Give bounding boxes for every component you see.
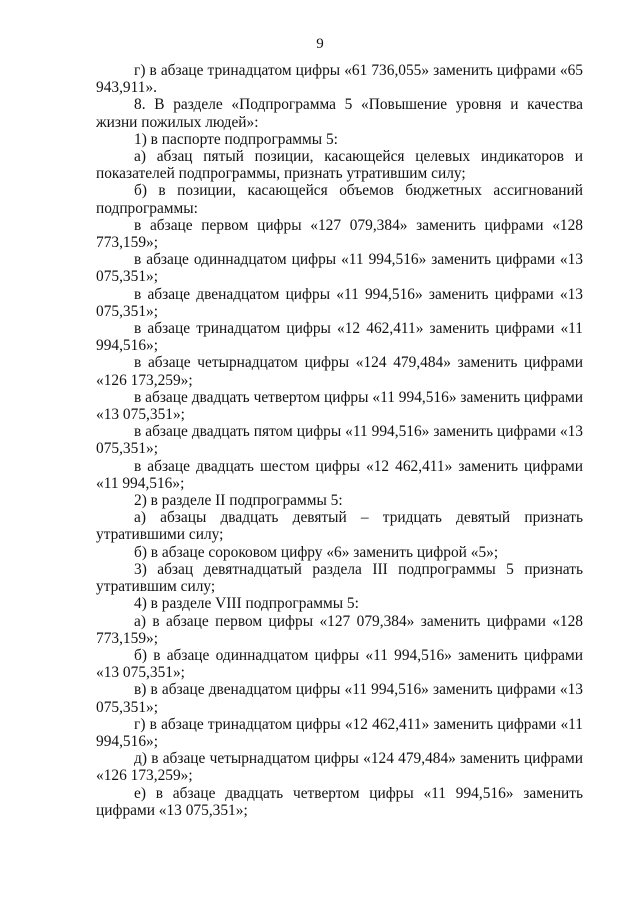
paragraph-section-8-heading: 8. В разделе «Подпрограмма 5 «Повышение уровня и качества жизни пожилых людей»:	[96, 96, 583, 131]
paragraph-abzac-26: в абзаце двадцать шестом цифры «12 462,411» заменить цифрами «11 994,516»;	[96, 457, 583, 492]
paragraph-abzac-13: в абзаце тринадцатом цифры «12 462,411» заменить цифрами «11 994,516»;	[96, 320, 583, 355]
paragraph-item-2-section-ii: 2) в разделе II подпрограммы 5:	[134, 492, 343, 510]
paragraph-abzac-24: в абзаце двадцать четвертом цифры «11 994,516» заменить цифрами «13 075,351»;	[96, 388, 583, 424]
paragraph-abzac-11: в абзаце одиннадцатом цифры «11 994,516» заменить цифрами «13 075,351»;	[96, 251, 583, 286]
paragraph-viii-v-abzac-12: в) в абзаце двенадцатом цифры «11 994,516» заменить цифрами «13 075,351»;	[96, 681, 583, 716]
paragraph-abzac-12: в абзаце двенадцатом цифры «11 994,516» заменить цифрами «13 075,351»;	[96, 285, 583, 320]
paragraph-item-1-passport: 1) в паспорте подпрограммы 5:	[134, 130, 338, 148]
paragraph-viii-d-abzac-14: д) в абзаце четырнадцатом цифры «124 479,484» заменить цифрами «126 173,259»;	[96, 750, 583, 785]
paragraph-item-b-budget: б) в позиции, касающейся объемов бюджетных ассигнований подпрограммы:	[96, 182, 583, 217]
paragraph-abzac-1: в абзаце первом цифры «127 079,384» заменить цифрами «128 773,159»;	[96, 216, 583, 252]
document-body	[96, 62, 583, 819]
paragraph-amendment-g-abzac-13: г) в абзаце тринадцатом цифры «61 736,055» заменить цифрами «65 943,911».	[96, 62, 583, 97]
paragraph-viii-b-abzac-11: б) в абзаце одиннадцатом цифры «11 994,516» заменить цифрами «13 075,351»;	[96, 646, 583, 682]
paragraph-item-3-section-iii: 3) абзац девятнадцатый раздела III подпрограммы 5 признать утратившим силу;	[96, 560, 583, 596]
paragraph-viii-e-abzac-24: е) в абзаце двадцать четвертом цифры «11 994,516» заменить цифрами «13 075,351»;	[96, 784, 583, 819]
page-number: 9	[316, 36, 324, 52]
paragraph-abzac-14: в абзаце четырнадцатом цифры «124 479,484» заменить цифрами «126 173,259»;	[96, 354, 583, 389]
paragraph-item-b-abzac-40: б) в абзаце сороковом цифру «6» заменить цифрой «5»;	[134, 543, 499, 561]
paragraph-item-a-indicators: а) абзац пятый позиции, касающейся целевых индикаторов и показателей подпрограммы, признать утратившим силу;	[96, 148, 583, 183]
paragraph-item-4-section-viii: 4) в разделе VIII подпрограммы 5:	[134, 595, 359, 613]
paragraph-viii-g-abzac-13: г) в абзаце тринадцатом цифры «12 462,411» заменить цифрами «11 994,516»;	[96, 715, 583, 750]
paragraph-item-a-abzacy-29-39: а) абзацы двадцать девятый – тридцать девятый признать утратившими силу;	[96, 509, 583, 544]
paragraph-abzac-25: в абзаце двадцать пятом цифры «11 994,516» заменить цифрами «13 075,351»;	[96, 423, 583, 458]
paragraph-viii-a-abzac-1: а) в абзаце первом цифры «127 079,384» заменить цифрами «128 773,159»;	[96, 612, 583, 647]
